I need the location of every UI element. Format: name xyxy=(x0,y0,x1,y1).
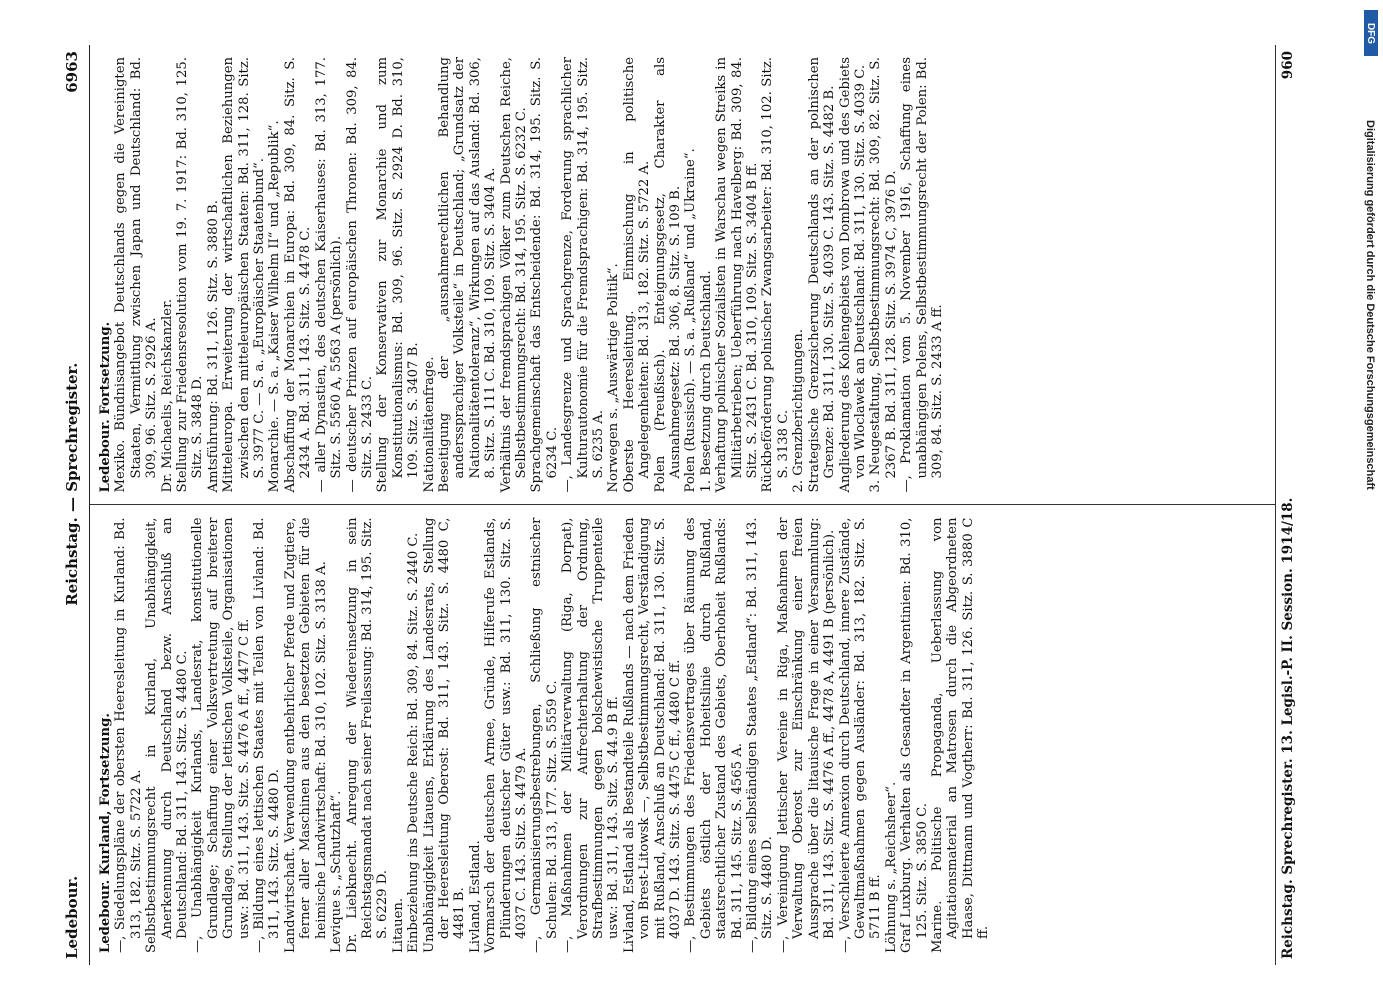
register-entry: —, Vereinigung lettischer Vereine in Riga, Maßnahmen der Verwaltung Oberost zur Einschränkung einer freien Aussprache über die litauische Frage in einer Versammlung: Bd. 311, 143. Sitz. S. 4476 A ff., 4478 A, 4491 B (persönlich). xyxy=(775,517,838,953)
register-entry: Angliederung des Kohlengebiets von Dombrowa und des Gebiets von Wloclawek an Deutschland: Bd. 311, 130. Sitz. S. 4039 C. xyxy=(837,57,868,493)
register-entry: —, Bestimmungen des Friedensvertrages über Räumung des Gebiets östlich der Hoheitslinie durch Rußland, staatsrechtlicher Zustand des Gebiets, Oberhoheit Rußlands: Bd. 311, 145. Sitz. S. 4565 A. xyxy=(683,517,745,953)
register-entry: 1. Besetzung durch Deutschland. xyxy=(698,270,714,493)
header-name: Ledebour. xyxy=(63,875,81,959)
register-entry: Polen (Russisch). — S. a. „Rußland“ und „Ukraine“. xyxy=(683,148,699,493)
page-footer xyxy=(1275,45,1302,965)
register-entry: —, Proklamation vom 5. November 1916, Schaffung eines unabhängigen Polens, Selbstbestimmungsrecht der Polen: Bd. 309, 84. Sitz. S. 2433 A ff. xyxy=(899,57,945,493)
digitization-credit xyxy=(1362,120,1378,760)
register-entry: Amtsführung: Bd. 311, 126. Sitz. S. 3880 B. xyxy=(205,200,221,493)
register-entry: Levique s. „Schutzhaft“. xyxy=(329,790,345,953)
register-entry: Strategische Grenzsicherung Deutschlands an der polnischen Grenze: Bd. 311, 130. Sitz. S. 4039 C. 143. Sitz. S. 4482 B. xyxy=(806,57,838,493)
register-entry: — deutscher Prinzen auf europäischen Thronen: Bd. 309, 84. Sitz. S. 2433 C. xyxy=(344,57,375,493)
register-entry: Monarchie. — S. a. „Kaiser Wilhelm II“ und „Republik“. xyxy=(267,120,283,493)
register-entry: Ledebour. Fortsetzung. xyxy=(98,321,113,493)
register-entry: —, Maßnahmen der Militärverwaltung (Riga, Dorpat), Verordnungen zur Aufrechterhaltung der Ordnung, Strafbestimmungen gegen bolschewistische Truppenteile usw.: Bd. 311, 143. Sitz. S. 44.9 B ff. xyxy=(560,517,622,953)
register-entry: Oberste Heeresleitung. Einmischung in politische Angelegenheiten: Bd. 313, 182. Sitz. S. 5722 A. xyxy=(621,57,653,493)
register-entry: Nationalitätenfrage. xyxy=(421,356,437,493)
register-entry: — aller Dynastien, des deutschen Kaiserhauses: Bd. 313, 177. Sitz. S. 5560 A, 5563 A (persönlich). xyxy=(313,57,345,493)
register-entry: 2. Grenzberichtigungen. xyxy=(791,329,807,493)
register-entry: Unabhängigkeit Litauens, Erklärung des Landesrats, Stellung der Heeresleitung Oberost: Bd. 311, 143. Sitz. S. 4480 C, 4481 B. xyxy=(421,517,468,953)
footer-source: Reichstag. Sprechregister. 13. Legisl.-P. II. Session. 1914/18. xyxy=(1280,497,1296,959)
register-entry: Vormarsch der deutschen Armee, Gründe, Hilferufe Estlands, Plünderungen deutscher Güter usw.: Bd. 311, 130. Sitz. S. 4037 C. 143. Sitz. S. 4479 A. xyxy=(483,517,529,953)
register-entry: Rückbeförderung polnischer Zwangsarbeiter: Bd. 310, 102. Sitz. S. 3138 C. xyxy=(760,57,791,493)
register-entry: Graf Luxburg. Verhalten als Gesandter in Argentinien: Bd. 310, 125. Sitz. S. 3850 C. xyxy=(899,517,930,953)
register-entry: Mitteleuropa. Erweiterung der wirtschaftlichen Beziehungen zwischen den mitteleuropäischen Staaten: Bd. 311, 128. Sitz. S. 3977 C. — S. a. „Europäischer Staatenbund“. xyxy=(221,57,268,493)
page-header xyxy=(55,45,90,965)
register-entry: Löhnung s. „Reichsheer“. xyxy=(883,781,899,953)
right-column xyxy=(90,45,1275,506)
register-entry: —, Landesgrenze und Sprachgrenze, Forderung sprachlicher Kulturautonomie für die Fremdsprachigen: Bd. 314, 195. Sitz. S. 6235 A. xyxy=(560,57,606,493)
register-entry: Stellung der Konservativen zur Monarchie und zum Konstitutionalismus: Bd. 309, 96. Sitz. S. 2924 D. Bd. 310, 109. Sitz. S. 3407 B. xyxy=(375,57,422,493)
register-entry: Landwirtschaft. Verwendung entbehrlicher Pferde und Zugtiere, ferner aller Maschinen aus den besetzten Gebieten für die heimische Landwirtschaft: Bd. 310, 102. Sitz. S. 3138 A. xyxy=(282,517,329,953)
register-entry: —, Unabhängigkeit Kurlands, Landesrat, konstitutionelle Grundlage; Schaffung einer Volksvertretung auf breiterer Grundlage, Stellung der lettischen Volksteile, Organisationen usw.: Bd. 311, 143. Sitz. S. 4476 A ff., 4477 C ff. xyxy=(190,517,252,953)
register-entry: —, Germanisierungsbestrebungen, Schließung estnischer Schulen: Bd. 313, 177. Sitz. S. 5559 C. xyxy=(529,517,560,953)
left-column xyxy=(90,506,1275,966)
register-entry: Livland, Estland. xyxy=(467,840,483,953)
register-entry: —, Bildung eines lettischen Staates mit Teilen von Livland: Bd. 311, 143. Sitz. S. 4480 D. xyxy=(252,517,283,953)
register-entry: —, Verschleierte Annexion durch Deutschland, innere Zustände, Gewaltmaßnahmen gegen Ausländer: Bd. 313, 182. Sitz. S. 5711 B ff. xyxy=(837,517,884,953)
register-entry: Stellung zur Friedensresolution vom 19. 7. 1917: Bd. 310, 125. Sitz. S. 3848 D. xyxy=(175,57,206,493)
dfg-logo: DFG xyxy=(1364,10,1378,56)
register-entry: Mexiko. Bündnisangebot Deutschlands gegen die Vereinigten Staaten, Vermittlung zwischen Japan und Deutschland: Bd. 309, 96. Sitz. S. 2926 A. xyxy=(113,57,160,493)
rotated-page-frame xyxy=(55,35,1320,975)
register-entry: Dr. Liebknecht. Anregung der Wiedereinsetzung in sein Reichstagsmandat nach seiner Freilassung: Bd. 314, 195. Sitz. S. 6229 D. xyxy=(344,517,391,953)
register-entry: Marine. Politische Propaganda, Ueberlassung von Agitationsmaterial an Matrosen durch die Abgeordneten Haase, Dittmann und Vogtherr: Bd. 311, 126. Sitz. S. 3880 C ff. xyxy=(929,517,992,953)
register-entry: Livland, Estland als Bestandteile Rußlands — nach dem Frieden von Brest-Litowsk —, Selbstbestimmungsrecht, Verständigung mit Rußland, Anschluß an Deutschland: Bd. 311, 130. Sitz. S. 4037 D. 143. Sitz. S. 4475 C ff., 4480 C ff. xyxy=(621,517,684,953)
register-entry: Beseitigung der „ausnahmerechtlichen Behandlung anderssprachiger Volksteile“ in Deutschland; „Grundsatz der Nationalitätentoleranz“, Wirkungen auf das Ausland: Bd. 306, 8. Sitz. S. 111 C. Bd. 310, 109. Sitz. S. 3404 A. xyxy=(436,57,499,493)
register-entry: —, Bildung eines selbständigen Staates „Estland“: Bd. 311, 143. Sitz. S. 4480 D. xyxy=(745,517,776,953)
credit-text: Digitalisierung gefördert durch die Deutsche Forschungsgemeinschaft xyxy=(1364,120,1376,490)
register-entry: Ledebour. Kurland, Fortsetzung. xyxy=(98,713,113,953)
register-entry: —, Siedelungspläne der obersten Heeresleitung in Kurland: Bd. 313, 182. Sitz. S. 5722 A. xyxy=(113,517,144,953)
register-page xyxy=(55,35,1320,975)
register-entry: Norwegen s. „Auswärtige Politik“. xyxy=(606,263,622,493)
register-entry: Selbstbestimmungsrecht in Kurland, Unabhängigkeit, Anerkennung durch Deutschland bezw. Anschluß an Deutschland: Bd. 311, 143. Sitz. S. 4480 C. xyxy=(144,517,191,953)
register-entry: Polen (Preußisch). Enteignungsgesetz, Charakter als Ausnahmegesetz: Bd. 306, 8. Sitz. S. 109 B. xyxy=(652,57,684,493)
header-title: Reichstag. — Sprechregister. xyxy=(63,362,81,606)
register-entry: Verhältnis der fremdsprachigen Völker zum Deutschen Reiche, Selbstbestimmungsrecht: Bd. 314, 195. Sitz. S. 6232 C. xyxy=(498,57,529,493)
register-entry: Sprachgemeinschaft das Entscheidende: Bd. 314, 195. Sitz. S. 6234 C. xyxy=(529,57,560,493)
header-page-number: 6963 xyxy=(63,51,81,93)
register-entry: Einbeziehung ins Deutsche Reich: Bd. 309, 84. Sitz. S. 2440 C. xyxy=(406,532,422,953)
register-entry: Abschaffung der Monarchien in Europa: Bd. 309, 84. Sitz. S. 2434 A. Bd. 311, 143. Sitz. S. 4478 C. xyxy=(282,57,314,493)
register-entry: Dr. Michaelis, Reichskanzler. xyxy=(159,298,175,493)
register-entry: Verhaftung polnischer Sozialisten in Warschau wegen Streiks in Militärbetrieben; Ueberführung nach Havelberg: Bd. 309, 84. Sitz. S. 2431 C. Bd. 310, 109. Sitz. S. 3404 B ff. xyxy=(714,57,761,493)
footer-page-number: 960 xyxy=(1280,51,1296,80)
register-entry: Litauen. xyxy=(390,897,406,953)
register-entry: 3. Neugestaltung, Selbstbestimmungsrecht: Bd. 309, 82. Sitz. S. 2367 B. Bd. 311, 128. Sitz. S. 3974 C, 3976 D. xyxy=(868,57,899,493)
text-columns xyxy=(90,45,1275,965)
